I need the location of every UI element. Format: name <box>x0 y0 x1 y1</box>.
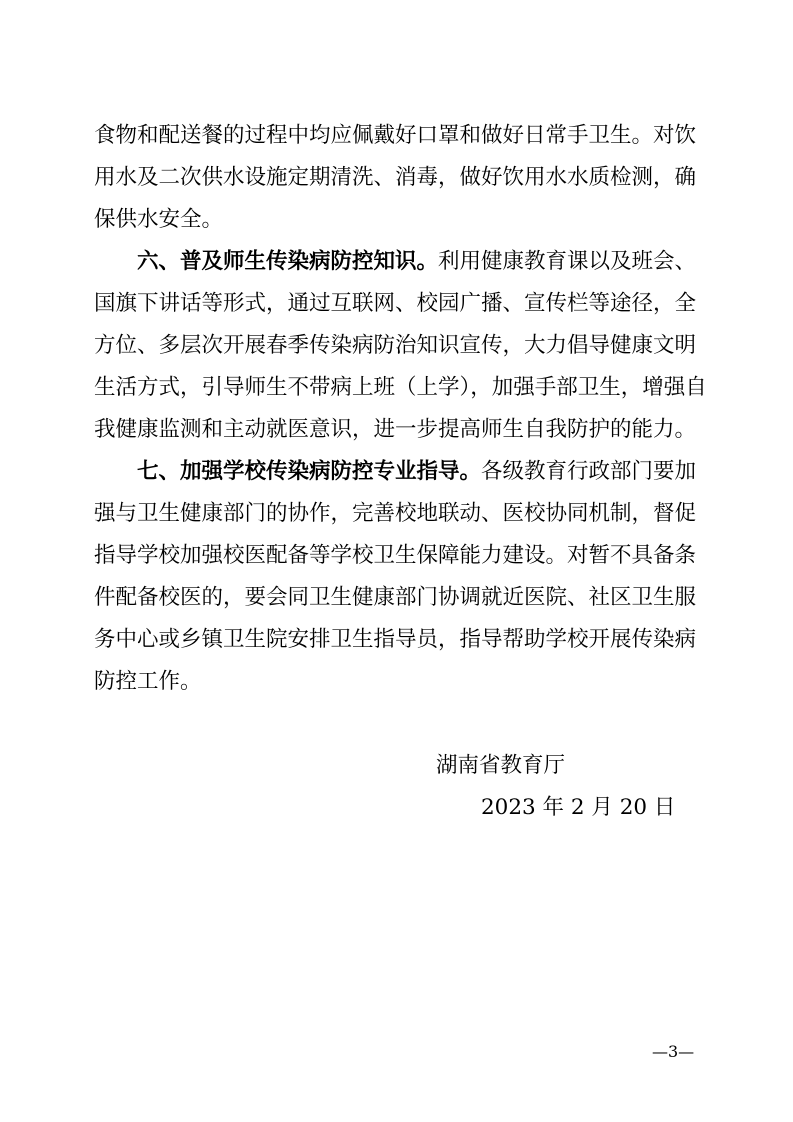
paragraph-text: 强与卫生健康部门的协作，完善校地联动、医校协同机制，督促 <box>94 501 697 526</box>
signature-organization: 湖南省教育厅 <box>436 753 566 778</box>
paragraph-text: 食物和配送餐的过程中均应佩戴好口罩和做好日常手卫生。对饮 <box>94 123 697 148</box>
section-7-text: 各级教育行政部门要加 <box>481 459 697 484</box>
paragraph-text: 我健康监测和主动就医意识，进一步提高师生自我防护的能力。 <box>94 417 697 442</box>
paragraph-text: 用水及二次供水设施定期清洗、消毒，做好饮用水水质检测，确 <box>94 165 697 190</box>
paragraph-text: 防控工作。 <box>94 669 202 694</box>
paragraph-text: 国旗下讲话等形式，通过互联网、校园广播、宣传栏等途径，全 <box>94 291 697 316</box>
paragraph-text: 务中心或乡镇卫生院安排卫生指导员，指导帮助学校开展传染病 <box>94 627 697 652</box>
paragraph-text: 生活方式，引导师生不带病上班（上学），加强手部卫生，增强自 <box>94 375 707 400</box>
paragraph-text: 件配备校医的，要会同卫生健康部门协调就近医院、社区卫生服 <box>94 585 697 610</box>
section-7-heading: 七、加强学校传染病防控专业指导。 <box>137 459 482 484</box>
page-number: —3— <box>652 1042 695 1061</box>
paragraph-text: 方位、多层次开展春季传染病防治知识宣传，大力倡导健康文明 <box>94 333 697 358</box>
section-6-heading: 六、普及师生传染病防控知识。 <box>137 249 439 274</box>
paragraph-text: 指导学校加强校医配备等学校卫生保障能力建设。对暂不具备条 <box>94 543 697 568</box>
section-6-text: 利用健康教育课以及班会、 <box>438 249 697 274</box>
signature-date: 2023 年 2 月 20 日 <box>481 795 676 820</box>
paragraph-text: 保供水安全。 <box>94 207 224 232</box>
